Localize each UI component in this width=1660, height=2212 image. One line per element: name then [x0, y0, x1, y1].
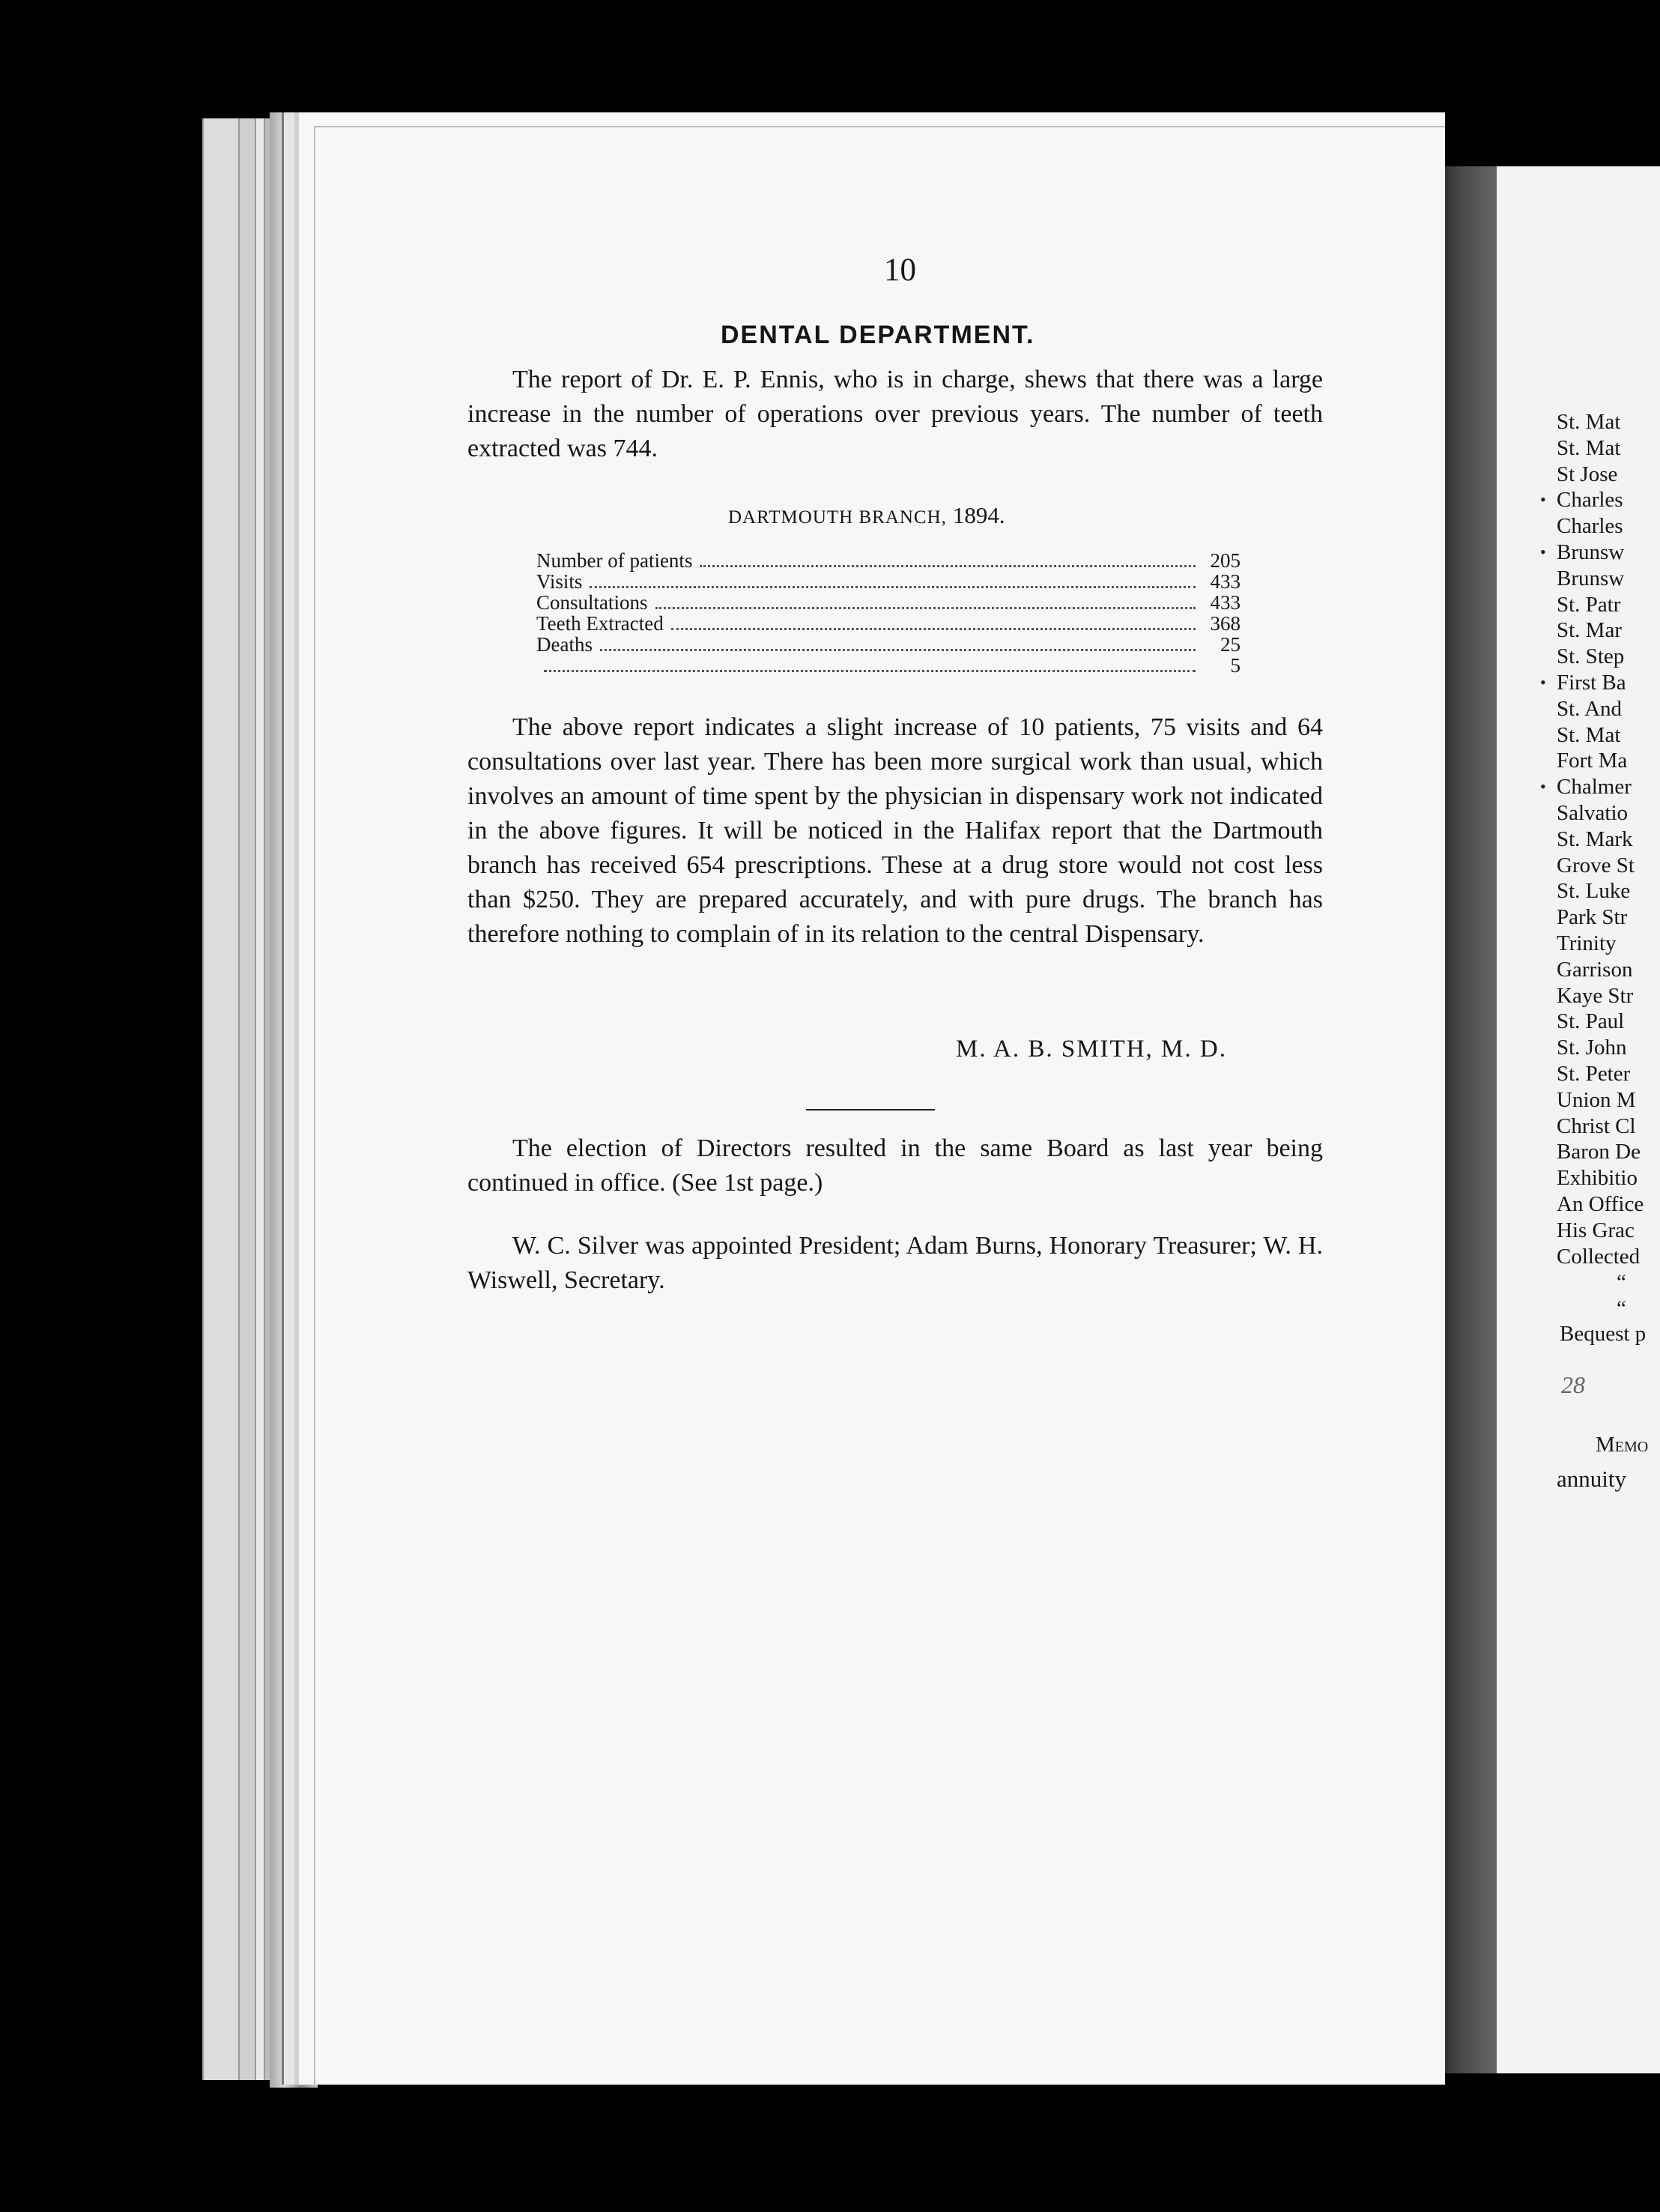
list-item: St. Patr — [1557, 592, 1621, 617]
branch-title: DARTMOUTH BRANCH, — [728, 507, 947, 528]
stats-table — [536, 550, 1241, 676]
list-item: St. Peter — [1557, 1061, 1631, 1086]
list-item: St. And — [1557, 696, 1623, 721]
list-item: His Grac — [1557, 1218, 1635, 1242]
pencil-note: 28 — [1561, 1371, 1585, 1398]
stat-row — [536, 613, 1241, 634]
list-item: Christ Cl — [1557, 1113, 1636, 1138]
branch-year: 1894. — [952, 502, 1005, 528]
list-item: St. Step — [1557, 644, 1625, 669]
list-item: • Charles — [1557, 487, 1644, 513]
dot-leader — [544, 670, 1196, 672]
list-item: St. Mat — [1557, 410, 1621, 434]
list-item: • Brunsw — [1557, 540, 1644, 566]
bequest-line: Bequest p — [1560, 1322, 1647, 1346]
list-item: St Jose — [1557, 462, 1618, 486]
list-item: Kaye Str — [1557, 983, 1634, 1008]
stat-value: 205 — [1210, 549, 1241, 572]
stat-row — [536, 592, 1241, 613]
dot-leader — [655, 607, 1196, 609]
stat-row — [536, 550, 1241, 571]
list-item: Park Str — [1557, 905, 1628, 930]
list-item: St. Mar — [1557, 618, 1622, 643]
list-item: Salvatio — [1557, 800, 1629, 825]
list-item: Charles — [1557, 514, 1623, 539]
intro-paragraph: The report of Dr. E. P. Ennis, who is in charge, shews that there was a large increase in the number of operations over previous years. The number of teeth extracted was 744. — [467, 366, 1323, 462]
list-item: Grove St — [1557, 853, 1635, 877]
book-gutter — [1441, 166, 1501, 2073]
list-item: Baron De — [1557, 1140, 1641, 1164]
dot-leader — [700, 565, 1196, 567]
list-item: St. Mat — [1557, 435, 1621, 460]
branch-heading — [728, 502, 1005, 529]
stat-value: 25 — [1220, 633, 1241, 656]
dot-leader — [600, 649, 1196, 651]
report-paragraph: The above report indicates a slight increase of 10 patients, 75 visits and 64 consultations over last year. There has been more surgical work than usual, which involves an amount of time spent by the physician in dispensary work not indicated in the above figures. It will be noticed in the Halifax report that the Dartmouth branch has received 654 prescriptions. These at a drug store would not cost less than $250. They are prepared accurately, and with pure drugs. The branch has therefore nothing to complain of in its relation to the central Dispensary. — [467, 713, 1323, 948]
memo-line: Memo — [1596, 1433, 1649, 1457]
stat-label: Number of patients — [536, 549, 693, 572]
list-item: St. Luke — [1557, 879, 1631, 904]
section-heading: DENTAL DEPARTMENT. — [721, 321, 1035, 349]
list-item: Exhibitio — [1557, 1166, 1638, 1191]
stat-label: Visits — [536, 570, 583, 593]
list-item: St. Mark — [1557, 827, 1633, 851]
dot-leader — [590, 586, 1196, 588]
list-item: Brunsw — [1557, 566, 1625, 590]
stat-value: 433 — [1210, 591, 1241, 614]
list-item: “ — [1617, 1296, 1626, 1321]
list-item: St. Paul — [1557, 1009, 1625, 1034]
dot-leader — [671, 628, 1196, 630]
list-item: Fort Ma — [1557, 749, 1628, 773]
list-item: Garrison — [1557, 957, 1633, 982]
stat-value: 433 — [1210, 570, 1241, 593]
list-item: Union M — [1557, 1087, 1636, 1112]
list-item: An Office — [1557, 1191, 1644, 1216]
annuity-line: annuity — [1557, 1466, 1626, 1492]
page-number: 10 — [884, 253, 916, 288]
list-item: “ — [1617, 1270, 1626, 1295]
list-item: Trinity — [1557, 931, 1617, 955]
list-item: St. Mat — [1557, 722, 1621, 747]
list-item: St. John — [1557, 1036, 1627, 1060]
stat-label: Deaths — [536, 633, 593, 656]
stat-row — [536, 634, 1241, 655]
list-item: • First Ba — [1557, 670, 1644, 696]
facing-page-list — [1557, 409, 1644, 1322]
list-item: • Chalmer — [1557, 774, 1644, 800]
stat-value: 368 — [1210, 612, 1241, 635]
officers-paragraph: W. C. Silver was appointed President; Adam Burns, Honorary Treasurer; W. H. Wiswell, Secretary. — [467, 1232, 1323, 1294]
stat-row — [536, 571, 1241, 592]
signature: M. A. B. SMITH, M. D. — [956, 1036, 1227, 1063]
divider-rule — [806, 1109, 935, 1110]
stat-value: 5 — [1230, 654, 1241, 677]
stat-label: Consultations — [536, 591, 648, 614]
list-item: Collected — [1557, 1244, 1641, 1269]
election-paragraph: The election of Directors resulted in the same Board as last year being continued in office. (See 1st page.) — [467, 1134, 1323, 1197]
stat-label: Teeth Extracted — [536, 612, 664, 635]
stat-row — [536, 655, 1241, 676]
